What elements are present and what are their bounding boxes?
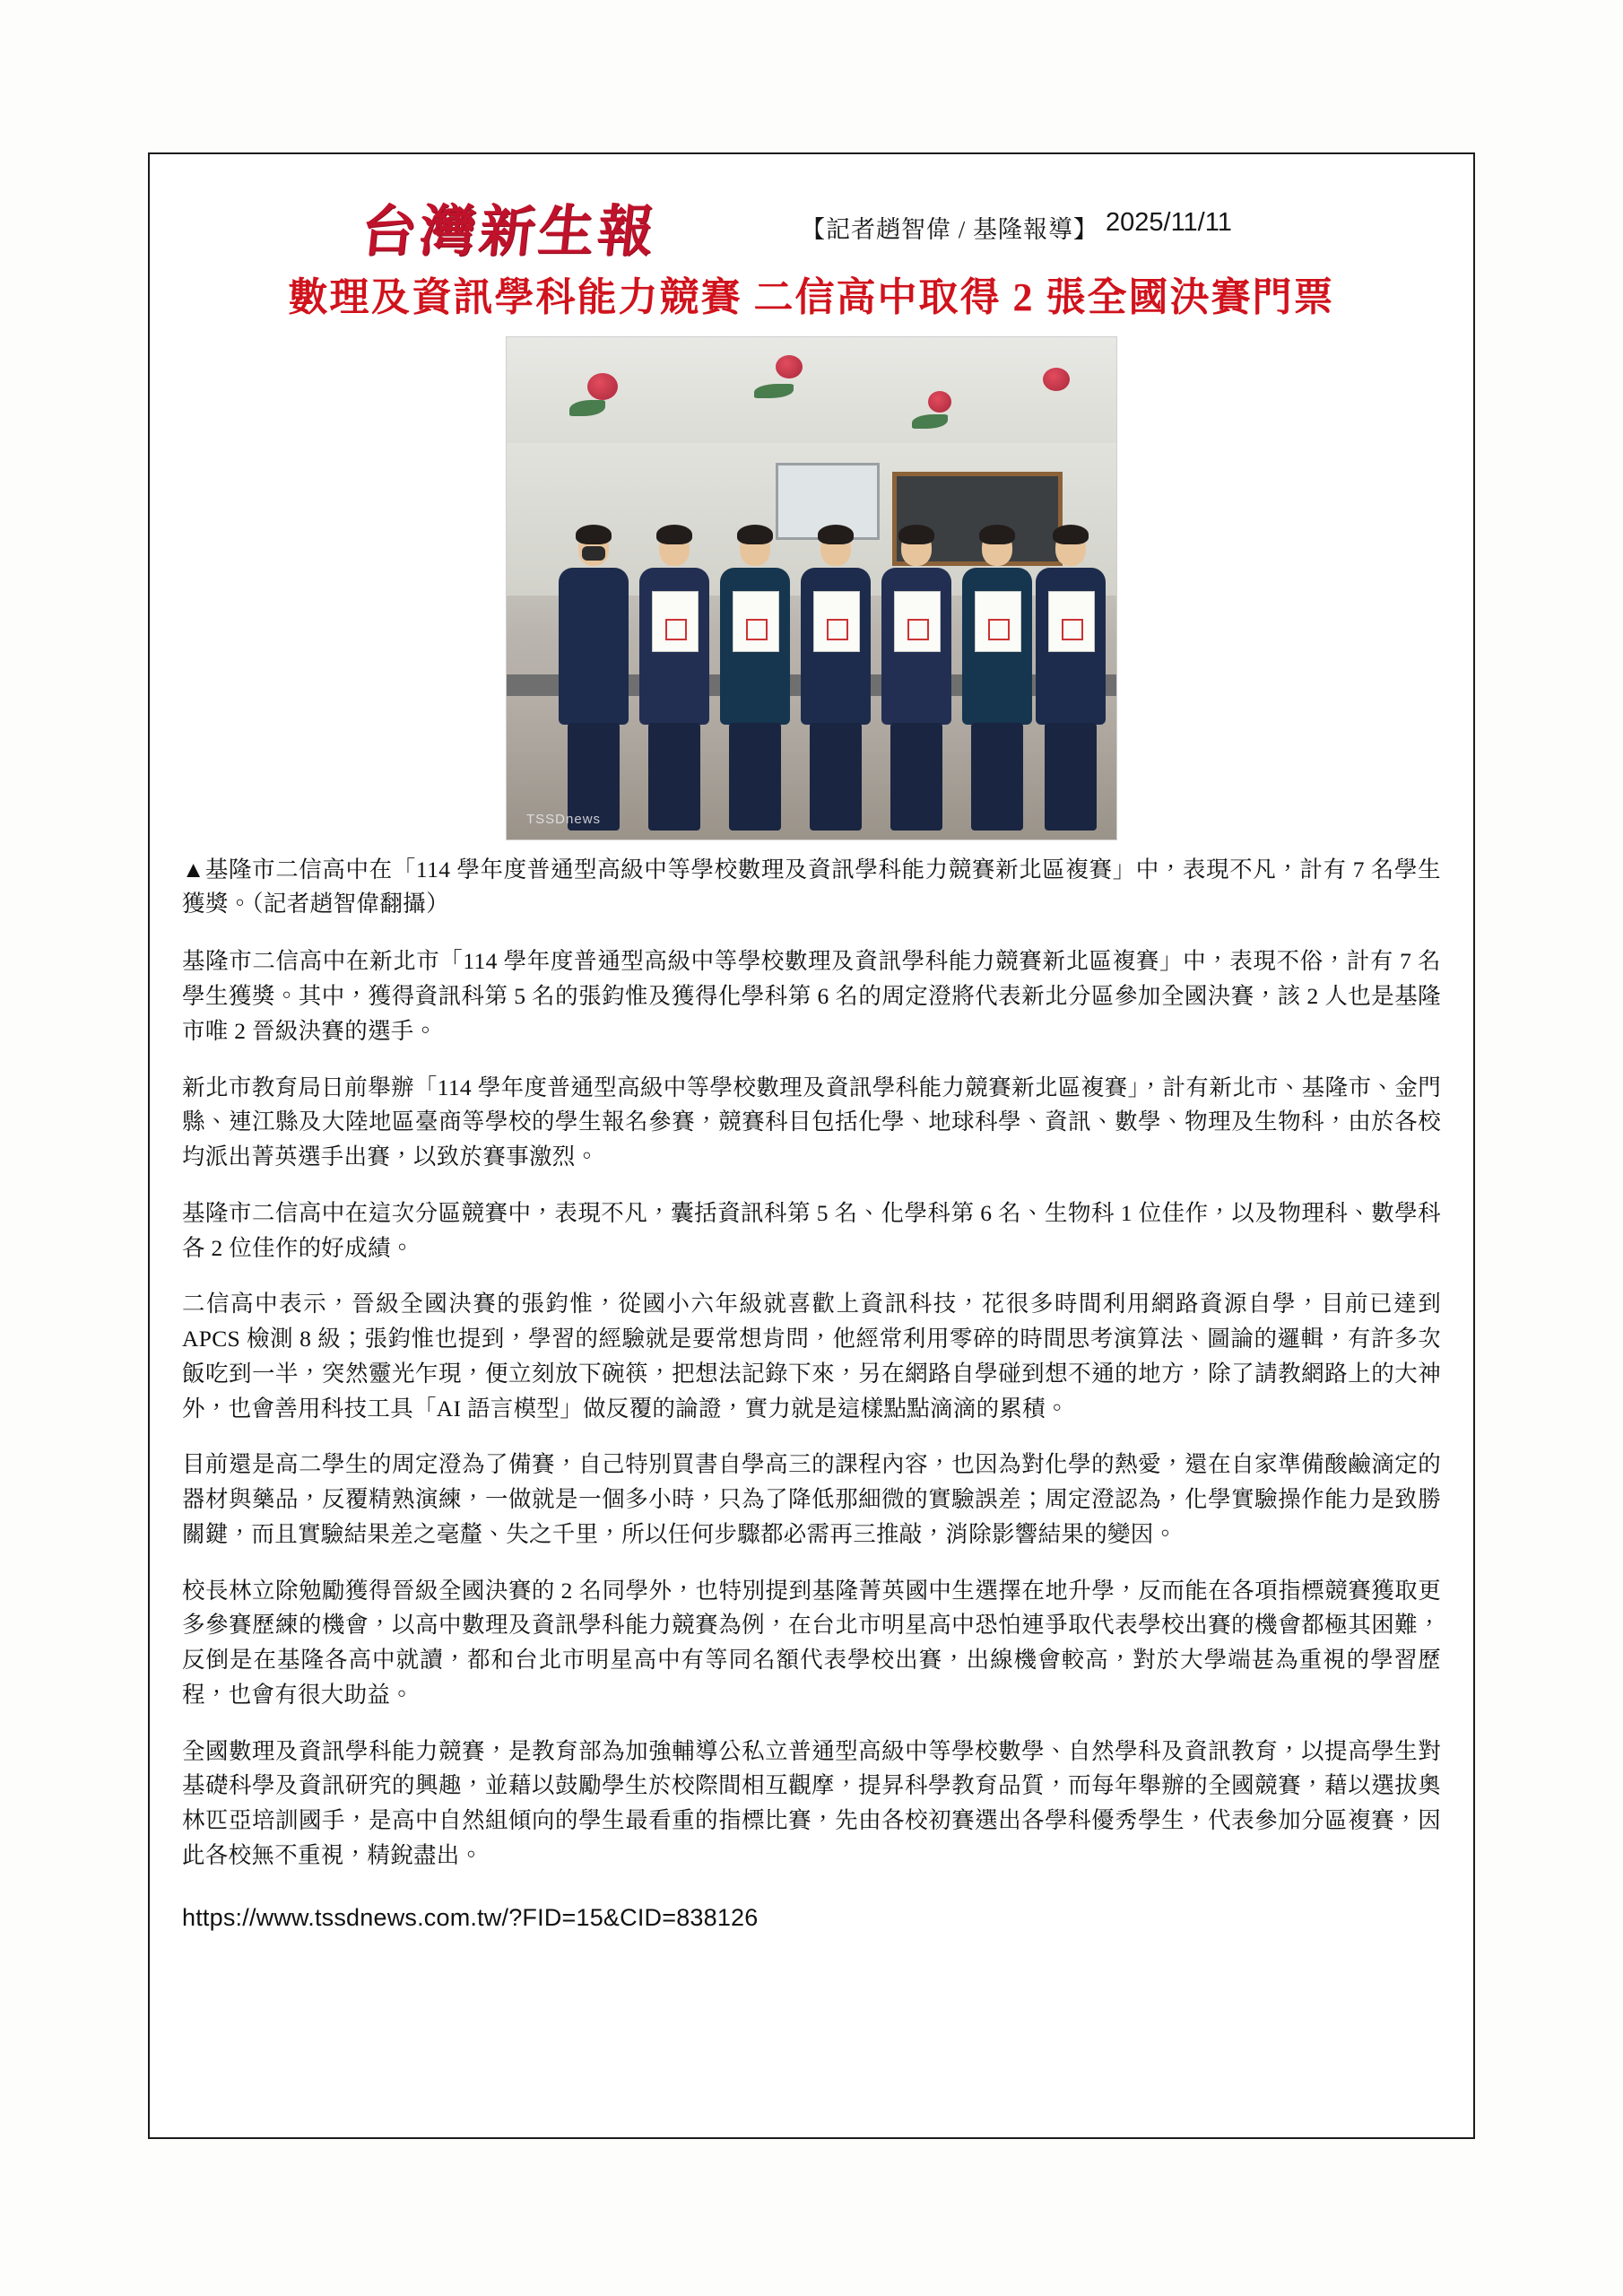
article-paragraph-5: 目前還是高二學生的周定澄為了備賽，自己特別買書自學高三的課程內容，也因為對化學的熱愛，還在自家準備酸鹼滴定的器材與藥品，反覆精熟演練，一做就是一個多小時，只為了降低那細微的實驗誤差；周定澄認為，化學實驗操作能力是致勝關鍵，而且實驗結果差之毫釐、失之千里，所以任何步驟都必需再三推敲，消除影響結果的變因。 [182, 1451, 1441, 1547]
photo-student [962, 530, 1032, 725]
photo-decoration-flower [776, 355, 803, 378]
article-paragraph-1: 基隆市二信高中在新北市「114 學年度普通型高級中等學校數理及資訊學科能力競賽新北區複賽」中，表現不俗，計有 7 名學生獲獎。其中，獲得資訊科第 5 名的張鈞惟及獲得化學科第 6 名的周定澄將代表新北分區參加全國決賽，該 2 人也是基隆市唯 2 晉級決賽的選手。 [182, 948, 1441, 1044]
reporter-byline: 【記者趙智偉 / 基隆報導】 [801, 216, 1099, 243]
source-url[interactable]: https://www.tssdnews.com.tw/?FID=15&CID=838126 [182, 1903, 759, 1931]
article-headline: 數理及資訊學科能力競賽 二信高中取得 2 張全國決賽門票 [288, 275, 1335, 319]
photo-student [881, 530, 951, 725]
photo-watermark: TSSDnews [526, 811, 602, 827]
photo-caption: ▲基隆市二信高中在「114 學年度普通型高級中等學校數理及資訊學科能力競賽新北區複賽」中，表現不凡，計有 7 名學生獲獎。（記者趙智偉翻攝） [182, 856, 1441, 918]
photo-decoration-flower [587, 373, 618, 400]
masthead [182, 176, 1441, 273]
photo-student [1036, 530, 1106, 725]
article-paragraph-2: 新北市教育局日前舉辦「114 學年度普通型高級中等學校數理及資訊學科能力競賽新北區複賽」，計有新北市、基隆市、金門縣、連江縣及大陸地區臺商等學校的學生報名參賽，競賽科目包括化學、地球科學、資訊、數學、物理及生物科，由於各校均派出菁英選手出賽，以致於賽事激烈。 [182, 1074, 1441, 1170]
photo-student [639, 530, 709, 725]
article-sheet [148, 152, 1475, 2139]
article-paragraph-6: 校長林立除勉勵獲得晉級全國決賽的 2 名同學外，也特別提到基隆菁英國中生選擇在地升學，反而能在各項指標競賽獲取更多參賽歷練的機會，以高中數理及資訊學科能力競賽為例，在台北市明星高中恐怕連爭取代表學校出賽的機會都極其困難，反倒是在基隆各高中就讀，都和台北市明星高中有等同名額代表學校出賽，出線機會較高，對於大學端甚為重視的學習歷程，也會有很大助益。 [182, 1577, 1441, 1708]
photo-student [559, 530, 629, 725]
publication-date: 2025/11/11 [1106, 208, 1232, 237]
photo-container [182, 336, 1441, 840]
newspaper-logo: 台灣新生報 [357, 198, 661, 264]
article-paragraph-3: 基隆市二信高中在這次分區競賽中，表現不凡，囊括資訊科第 5 名、化學科第 6 名、生物科 1 位佳作，以及物理科、數學科各 2 位佳作的好成績。 [182, 1199, 1441, 1261]
photo-decoration-flower [928, 391, 951, 413]
photo-student [801, 530, 871, 725]
article-paragraph-4: 二信高中表示，晉級全國決賽的張鈞惟，從國小六年級就喜歡上資訊科技，花很多時間利用網路資源自學，目前已達到 APCS 檢測 8 級；張鈞惟也提到，學習的經驗就是要常想肯問，他經常利用零碎的時間思考演算法、圖論的邏輯，有許多次飯吃到一半，突然靈光乍現，便立刻放下碗筷，把想法記錄下來，另在網路自學碰到想不通的地方，除了請教網路上的大神外，也會善用科技工具「AI 語言模型」做反覆的論證，實力就是這樣點點滴滴的累積。 [182, 1291, 1441, 1422]
photo-student [720, 530, 790, 725]
photo-decoration-flower [1043, 368, 1070, 391]
article-paragraph-7: 全國數理及資訊學科能力競賽，是教育部為加強輔導公私立普通型高級中等學校數學、自然學科及資訊教育，以提高學生對基礎科學及資訊研究的興趣，並藉以鼓勵學生於校際間相互觀摩，提昇科學教育品質，而每年舉辦的全國競賽，藉以選拔奧林匹亞培訓國手，是高中自然組傾向的學生最看重的指標比賽，先由各校初賽選出各學科優秀學生，代表參加分區複賽，因此各校無不重視，精銳盡出。 [182, 1737, 1441, 1868]
article-photo [506, 336, 1117, 840]
